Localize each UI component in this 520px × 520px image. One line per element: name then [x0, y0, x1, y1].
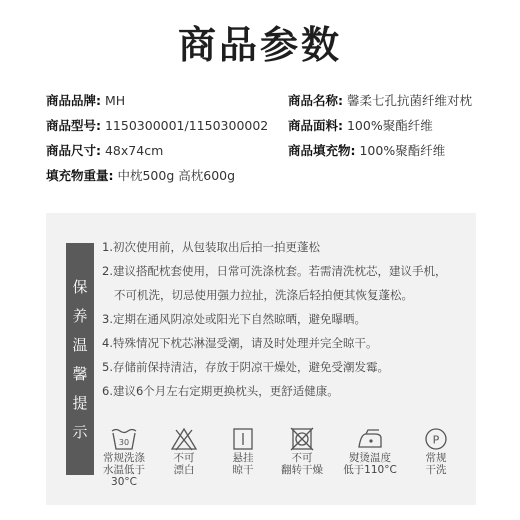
care-sidebar-char: 温 — [72, 336, 88, 354]
dry-clean-letter: P — [432, 433, 440, 447]
spec-fabric-value: 100%聚酯纤维 — [346, 118, 433, 133]
care-card — [46, 213, 476, 505]
care-icon-label: 常规洗涤 — [103, 452, 145, 464]
care-tip: 不可机洗，切忌使用强力拉扯，洗涤后轻拍便其恢复蓬松。 — [114, 288, 413, 302]
page-title: 商品参数 — [177, 23, 342, 67]
dry-clean-p-icon — [421, 426, 451, 452]
spec-weight — [46, 168, 235, 184]
care-icon-label: 翻转干燥 — [281, 464, 323, 476]
care-tip: 4.特殊情况下枕芯淋湿受潮，请及时处理并完全晾干。 — [102, 336, 378, 350]
spec-model — [46, 118, 268, 134]
care-sidebar-char: 提 — [72, 394, 88, 412]
spec-size-label: 商品尺寸: — [46, 143, 101, 158]
care-item-wash — [92, 426, 156, 488]
care-tip: 3.定期在通风阴凉处或阳光下自然晾晒，避免曝晒。 — [102, 312, 366, 326]
no-tumble-dry-icon — [287, 426, 317, 452]
care-icon-label: 不可 — [173, 452, 195, 464]
spec-filling-value: 100%聚酯纤维 — [359, 143, 446, 158]
spec-model-value: 1150300001/1150300002 — [104, 118, 269, 133]
spec-weight-value: 中枕500g 高枕600g — [117, 168, 236, 183]
care-icon-label: 漂白 — [173, 464, 195, 476]
spec-name — [288, 93, 472, 109]
care-sidebar-char: 馨 — [72, 365, 88, 383]
spec-brand-value: MH — [104, 93, 126, 108]
care-icon-label: 不可 — [291, 452, 313, 464]
care-tip: 2.建议搭配枕套使用，日常可洗涤枕套。若需清洗枕芯，建议手机， — [102, 264, 447, 278]
care-icon-label: 干洗 — [425, 464, 447, 476]
spec-brand-label: 商品品牌: — [46, 93, 101, 108]
care-sidebar-char: 保 — [72, 278, 88, 296]
spec-fabric — [288, 118, 433, 134]
care-tip: 1.初次使用前，从包装取出后拍一拍更蓬松 — [102, 240, 320, 254]
care-tip: 6.建议6个月左右定期更换枕头，更舒适健康。 — [102, 384, 339, 398]
care-icon-label: 常规 — [425, 452, 447, 464]
care-tip: 5.存储前保持清洁，存放于阴凉干燥处，避免受潮发霉。 — [102, 360, 389, 374]
care-sidebar — [66, 243, 94, 475]
spec-size-value: 48x74cm — [104, 143, 164, 158]
care-item-no-tumble — [270, 426, 334, 476]
care-icon-label: 晾干 — [232, 464, 254, 476]
care-tips-list — [102, 239, 472, 407]
spec-name-value: 馨柔七孔抗菌纤维对枕 — [346, 93, 472, 108]
care-item-dry-clean — [404, 426, 468, 476]
care-icon-label: 水温低于30°C — [103, 464, 145, 488]
no-bleach-icon — [169, 426, 199, 452]
care-sidebar-char: 示 — [72, 423, 88, 441]
care-icon-label: 熨烫温度 — [349, 452, 391, 464]
spec-size — [46, 143, 163, 159]
care-item-no-bleach — [152, 426, 216, 476]
spec-name-label: 商品名称: — [288, 93, 343, 108]
spec-fabric-label: 商品面料: — [288, 118, 343, 133]
care-item-hang-dry — [211, 426, 275, 476]
care-sidebar-char: 养 — [72, 307, 88, 325]
wash-temp-number: 30 — [118, 438, 130, 447]
care-icon-label: 悬挂 — [232, 452, 254, 464]
spec-brand — [46, 93, 125, 109]
spec-filling-label: 商品填充物: — [288, 143, 356, 158]
wash-30-icon — [109, 426, 139, 452]
iron-low-icon — [355, 426, 385, 452]
care-item-iron — [338, 426, 402, 476]
care-icon-label: 低于110°C — [343, 464, 397, 476]
spec-filling — [288, 143, 445, 159]
hang-dry-icon — [228, 426, 258, 452]
care-icons-row — [98, 426, 468, 496]
spec-model-label: 商品型号: — [46, 118, 101, 133]
spec-weight-label: 填充物重量: — [46, 168, 114, 183]
